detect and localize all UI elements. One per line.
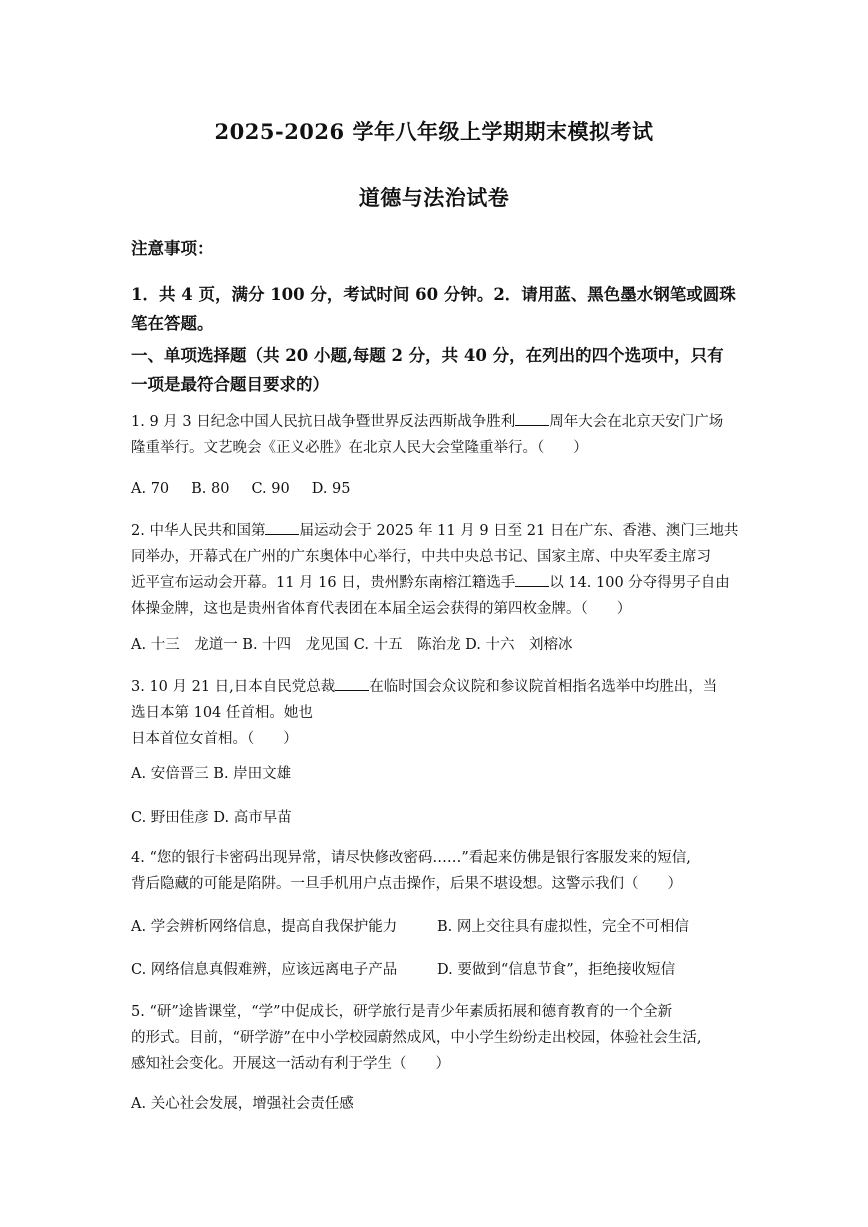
question-2-text-a: 2. 中华人民共和国第 bbox=[131, 523, 266, 539]
question-2-text-b: 届运动会于 2025 年 11 月 9 日至 21 日在广东、香港、澳门三地共 bbox=[299, 523, 739, 539]
question-3 bbox=[131, 674, 739, 752]
option-b: B. 网上交往具有虚拟性，完全不可相信 bbox=[437, 919, 689, 935]
answer-blank bbox=[335, 676, 369, 691]
question-4-options-ab bbox=[131, 914, 739, 940]
question-2-text-d: 近平宣布运动会开幕。11 月 16 日，贵州黔东南榕江籍选手 bbox=[131, 575, 516, 591]
question-1-line-1 bbox=[131, 409, 739, 435]
question-5-option-a: A. 关心社会发展，增强社会责任感 bbox=[131, 1096, 354, 1112]
answer-blank bbox=[515, 411, 549, 426]
question-3-options-1: A. 安倍晋三 B. 岸田文雄 bbox=[131, 766, 292, 782]
answer-blank bbox=[265, 520, 299, 535]
exam-title: 2025-2026 学年八年级上学期期末模拟考试 bbox=[214, 119, 654, 144]
question-3-line-3: 日本首位女首相。（ ） bbox=[131, 731, 298, 747]
question-3-options-2: C. 野田佳彦 D. 高市早苗 bbox=[131, 810, 292, 826]
question-5-line-1: 5. “研”途皆课堂，“学”中促成长，研学旅行是青少年素质拓展和德育教育的一个全新 bbox=[131, 1004, 673, 1020]
question-2-line-3 bbox=[131, 570, 739, 596]
notice-line-1: 1．共 4 页，满分 100 分，考试时间 60 分钟。2．请用蓝、黑色墨水钢笔或圆珠 bbox=[131, 285, 736, 304]
question-1-text-b: 周年大会在北京天安门广场 bbox=[549, 414, 724, 430]
exam-subtitle: 道德与法治试卷 bbox=[358, 185, 510, 210]
answer-blank bbox=[515, 572, 549, 587]
option-c: C. 网络信息真假难辨，应该远离电子产品 bbox=[131, 962, 398, 978]
option-b: B. 80 bbox=[191, 481, 230, 497]
question-4-line-1: 4. “您的银行卡密码出现异常，请尽快修改密码……”看起来仿佛是银行客服发来的短信, bbox=[131, 850, 691, 866]
question-3-text-a: 3. 10 月 21 日,日本自民党总裁 bbox=[131, 679, 336, 695]
question-5 bbox=[131, 999, 739, 1077]
option-a: A. 70 bbox=[131, 481, 170, 497]
option-c: C. 90 bbox=[251, 481, 290, 497]
question-4-options-cd bbox=[131, 957, 739, 983]
question-1-text-a: 1. 9 月 3 日纪念中国人民抗日战争暨世界反法西斯战争胜利 bbox=[131, 414, 516, 430]
section-one-line-2: 一项是最符合题目要求的） bbox=[131, 375, 329, 394]
option-d: D. 95 bbox=[311, 481, 351, 497]
question-2-options: A. 十三 龙道一 B. 十四 龙见国 C. 十五 陈治龙 D. 十六 刘榕冰 bbox=[131, 637, 573, 653]
question-2-line-4: 体操金牌，这也是贵州省体育代表团在本届全运会获得的第四枚金牌。（ ） bbox=[131, 601, 632, 617]
question-5-line-3: 感知社会变化。开展这一活动有利于学生（ ） bbox=[131, 1056, 450, 1072]
question-1 bbox=[131, 409, 739, 461]
question-2-line-1 bbox=[131, 518, 739, 544]
question-3-line-1 bbox=[131, 674, 739, 700]
question-4-line-2: 背后隐藏的可能是陷阱。一旦手机用户点击操作，后果不堪设想。这警示我们（ ） bbox=[131, 876, 682, 892]
notice-heading: 注意事项： bbox=[131, 239, 214, 258]
option-a: A. 学会辨析网络信息，提高自我保护能力 bbox=[131, 919, 398, 935]
question-1-options bbox=[131, 476, 739, 502]
question-3-text-b: 在临时国会众议院和参议院首相指名选举中均胜出，当 bbox=[369, 679, 718, 695]
notice-line-2: 笔在答题。 bbox=[131, 314, 214, 333]
question-1-line-2: 隆重举行。文艺晚会《正义必胜》在北京人民大会堂隆重举行。（ ） bbox=[131, 440, 588, 456]
question-5-line-2: 的形式。目前，“研学游”在中小学校园蔚然成风，中小学生纷纷走出校园，体验社会生活, bbox=[131, 1030, 702, 1046]
section-one-line-1: 一、单项选择题（共 20 小题,每题 2 分，共 40 分，在列出的四个选项中，只有 bbox=[131, 346, 724, 365]
question-4 bbox=[131, 845, 739, 897]
question-2-text-e: 以 14. 100 分夺得男子自由 bbox=[549, 575, 730, 591]
question-2 bbox=[131, 518, 739, 622]
option-d: D. 要做到“信息节食”，拒绝接收短信 bbox=[437, 962, 676, 978]
notice-text bbox=[131, 280, 739, 338]
question-2-line-2: 同举办，开幕式在广州的广东奥体中心举行，中共中央总书记、国家主席、中央军委主席习 bbox=[131, 549, 711, 565]
question-3-line-2: 选日本第 104 任首相。她也 bbox=[131, 705, 313, 721]
section-one-heading bbox=[131, 341, 739, 399]
